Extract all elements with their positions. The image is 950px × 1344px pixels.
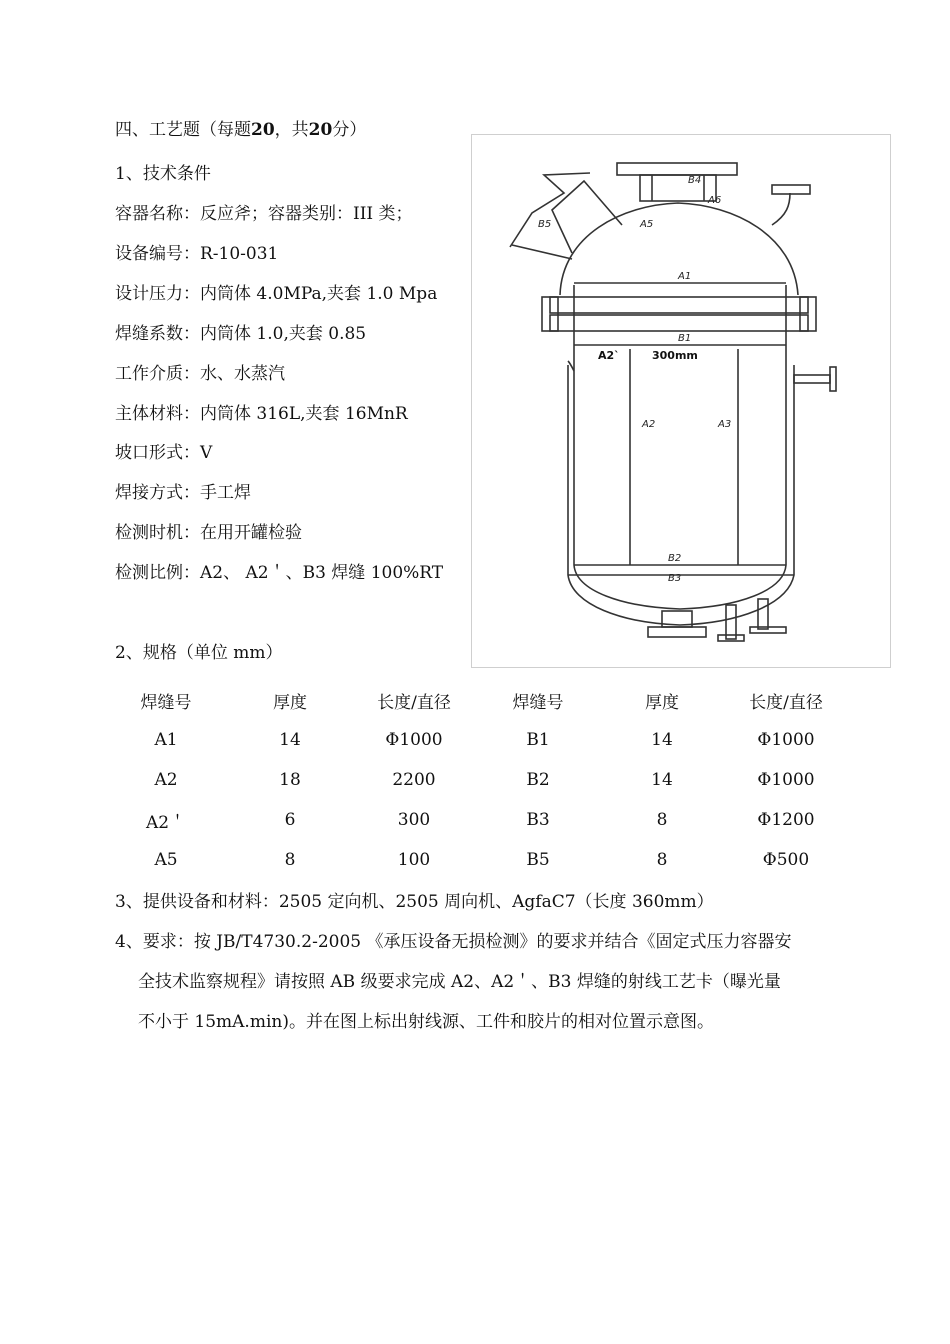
table-cell: A1 [154, 730, 178, 750]
requirement-line-3: 不小于 15mA.min)。并在图上标出射线源、工件和胶片的相对位置示意图。 [138, 1012, 714, 1032]
header-length-2: 长度/直径 [749, 692, 823, 713]
header-thickness-2: 厚度 [645, 692, 679, 713]
header-weld-no-2: 焊缝号 [512, 692, 564, 713]
table-cell: B3 [526, 810, 550, 830]
condition-welding: 焊接方式：手工焊 [115, 483, 251, 503]
header-weld-no: 焊缝号 [140, 692, 192, 713]
label-a2: A2 [642, 419, 656, 430]
label-b1: B1 [678, 333, 692, 344]
reactor-vessel-drawing [472, 135, 890, 667]
condition-vessel-name: 容器名称：反应斧；容器类别：III 类； [115, 204, 413, 224]
tech-conditions-heading: 1、技术条件 [115, 164, 211, 184]
table-row [104, 760, 848, 800]
spec-heading: 2、规格（单位 mm） [115, 643, 283, 663]
requirement-line-2: 全技术监察规程》请按照 AB 级要求完成 A2、A2＇、B3 焊缝的射线工艺卡（曝光量 [138, 972, 781, 992]
table-row [104, 840, 848, 880]
table-cell: B2 [526, 770, 550, 790]
condition-medium: 工作介质：水、水蒸汽 [115, 364, 285, 384]
table-row [104, 800, 848, 840]
table-cell: 100 [397, 850, 431, 870]
table-header-row [104, 680, 848, 720]
label-b4: B4 [688, 175, 702, 186]
table-cell: Φ1000 [385, 730, 443, 750]
label-a5: A5 [640, 219, 654, 230]
table-cell: 14 [651, 770, 673, 790]
condition-ratio: 检测比例：A2、 A2＇、B3 焊缝 100%RT [115, 563, 444, 583]
table-row [104, 720, 848, 760]
label-a6: A6 [708, 195, 722, 206]
table-cell: Φ1000 [757, 730, 815, 750]
table-cell: 14 [651, 730, 673, 750]
table-cell: Φ500 [762, 850, 810, 870]
table-cell: 6 [284, 810, 296, 830]
label-a1: A1 [678, 271, 692, 282]
table-cell: 8 [656, 850, 668, 870]
table-cell: 8 [656, 810, 668, 830]
label-a3: A3 [718, 419, 732, 430]
table-cell: 18 [279, 770, 301, 790]
table-cell: A5 [154, 850, 178, 870]
condition-timing: 检测时机：在用开罐检验 [115, 523, 302, 543]
section-title: 四、工艺题（每题20，共20分） [115, 120, 367, 140]
table-cell: 2200 [392, 770, 436, 790]
table-cell: 8 [284, 850, 296, 870]
condition-weld-factor: 焊缝系数：内筒体 1.0,夹套 0.85 [115, 324, 367, 344]
condition-design-pressure: 设计压力：内筒体 4.0MPa,夹套 1.0 Mpa [115, 284, 438, 304]
table-cell: 300 [397, 810, 431, 830]
label-b5: B5 [538, 219, 552, 230]
table-cell: A2 [154, 770, 178, 790]
requirement-line-1: 4、要求：按 JB/T4730.2-2005 《承压设备无损检测》的要求并结合《固定式压力容器安 [115, 932, 792, 952]
table-cell: Φ1200 [757, 810, 815, 830]
table-cell: B1 [526, 730, 550, 750]
condition-groove: 坡口形式：V [115, 443, 213, 463]
label-b3: B3 [668, 573, 682, 584]
condition-material: 主体材料：内筒体 316L,夹套 16MnR [115, 404, 408, 424]
label-a2-prime: A2` [598, 349, 620, 362]
header-thickness: 厚度 [273, 692, 307, 713]
label-b2: B2 [668, 553, 682, 564]
table-cell: 14 [279, 730, 301, 750]
reactor-vessel-figure [471, 134, 891, 668]
table-cell: Φ1000 [757, 770, 815, 790]
header-length: 长度/直径 [377, 692, 451, 713]
equipment-line: 3、提供设备和材料：2505 定向机、2505 周向机、AgfaC7（长度 360mm） [115, 892, 714, 912]
condition-equipment-no: 设备编号：R-10-031 [115, 244, 279, 264]
spec-table [104, 680, 848, 880]
table-cell: A2＇ [145, 812, 187, 833]
table-cell: B5 [526, 850, 550, 870]
label-300mm: 300mm [652, 349, 698, 362]
